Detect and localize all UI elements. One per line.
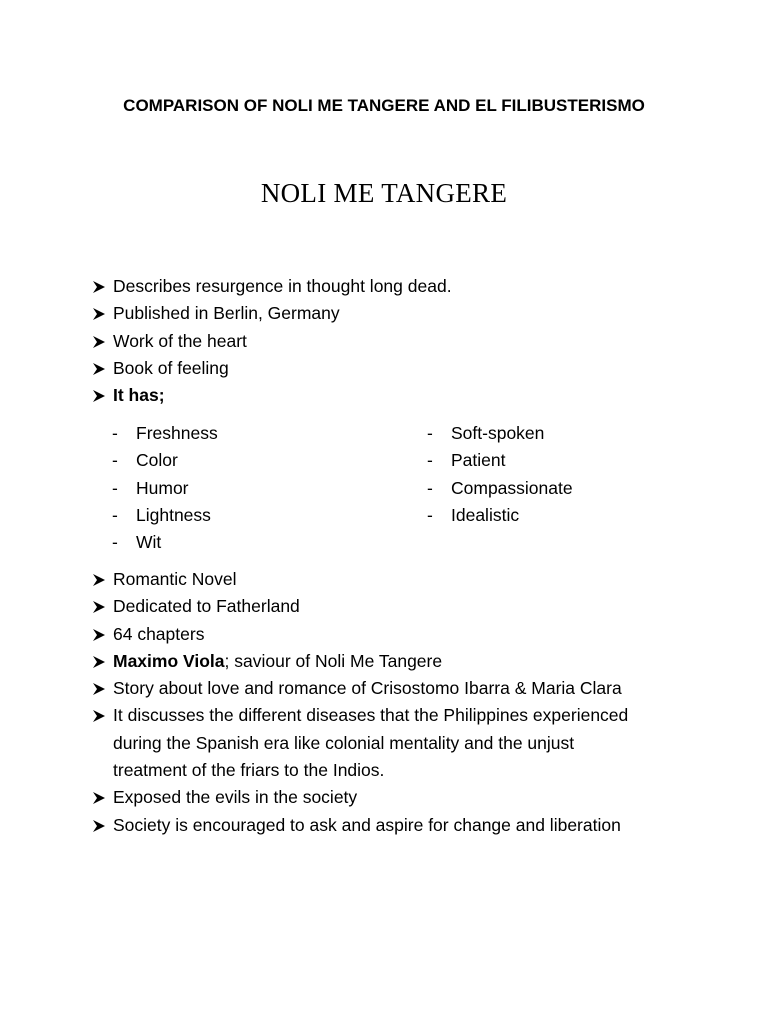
arrowhead-bullet-icon <box>92 819 106 833</box>
sub-list-item-text: Patient <box>451 450 506 471</box>
list-item-text: Describes resurgence in thought long dead. <box>113 276 452 296</box>
list-item-text-line: treatment of the friars to the Indios. <box>113 760 385 781</box>
list-item-text: Romantic Novel <box>113 569 237 589</box>
list-item <box>92 784 628 811</box>
sub-list-item-text: Soft-spoken <box>451 423 545 443</box>
arrowhead-bullet-icon <box>92 389 106 403</box>
document-title: COMPARISON OF NOLI ME TANGERE AND EL FILIBUSTERISMO <box>123 96 645 115</box>
list-item <box>92 621 628 648</box>
list-item-text: Story about love and romance of Crisostomo Ibarra & Maria Clara <box>113 678 622 699</box>
sub-list-item <box>427 502 573 529</box>
top-bullet-list <box>92 273 452 409</box>
list-item-text: Book of feeling <box>113 357 229 378</box>
list-item <box>92 675 628 702</box>
arrowhead-bullet-icon <box>92 655 106 669</box>
sub-list-item <box>112 475 218 502</box>
sub-list-item-text: Idealistic <box>451 504 520 525</box>
sub-list-item <box>427 420 573 447</box>
arrowhead-bullet-icon <box>92 709 106 723</box>
section-title: NOLI ME TANGERE <box>260 178 508 208</box>
dash-bullet: - <box>427 477 433 498</box>
list-item <box>92 593 628 620</box>
arrowhead-bullet-icon <box>92 628 106 642</box>
dash-bullet: - <box>112 504 118 525</box>
dash-bullet: - <box>112 450 118 471</box>
dash-bullet: - <box>427 504 433 525</box>
sub-list-item-text: Freshness <box>136 423 218 443</box>
it-has-right-list <box>427 420 573 529</box>
list-item-text: Dedicated to Fatherland <box>113 596 300 617</box>
list-item-text: Society is encouraged to ask and aspire for change and liberation <box>113 814 621 835</box>
list-item <box>92 355 452 382</box>
sub-list-item <box>427 447 573 474</box>
sub-list-item <box>427 475 573 502</box>
sub-list-item-text: Humor <box>136 477 189 498</box>
list-item <box>92 648 628 675</box>
arrowhead-bullet-icon <box>92 307 106 321</box>
arrowhead-bullet-icon <box>92 682 106 696</box>
arrowhead-bullet-icon <box>92 600 106 614</box>
bottom-bullet-list <box>92 566 628 839</box>
list-item <box>92 300 452 327</box>
arrowhead-bullet-icon <box>92 335 106 349</box>
dash-bullet: - <box>112 532 118 553</box>
list-item-bold-text: Maximo Viola <box>113 650 225 671</box>
list-item <box>92 566 628 593</box>
list-item-text: Published in Berlin, Germany <box>113 303 340 324</box>
sub-list-item-text: Color <box>136 450 178 471</box>
list-item-text-line: It discusses the different diseases that the Philippines experienced <box>113 705 629 726</box>
list-item <box>92 702 628 784</box>
list-item <box>92 382 452 409</box>
it-has-left-list <box>112 420 218 556</box>
sub-list-item-text: Compassionate <box>451 477 573 498</box>
list-item-text: Work of the heart <box>113 330 247 351</box>
list-item <box>92 812 628 839</box>
sub-list-item <box>112 447 218 474</box>
sub-list-item <box>112 529 218 556</box>
sub-list-item <box>112 420 218 447</box>
dash-bullet: - <box>112 423 118 443</box>
arrowhead-bullet-icon <box>92 791 106 805</box>
list-item-text: 64 chapters <box>113 623 205 644</box>
dash-bullet: - <box>112 477 118 498</box>
list-item <box>92 328 452 355</box>
sub-list-item-text: Lightness <box>136 504 211 525</box>
arrowhead-bullet-icon <box>92 362 106 376</box>
list-item-text-line: during the Spanish era like colonial mentality and the unjust <box>113 732 575 753</box>
arrowhead-bullet-icon <box>92 280 106 294</box>
dash-bullet: - <box>427 450 433 471</box>
sub-list-item <box>112 502 218 529</box>
arrowhead-bullet-icon <box>92 573 106 587</box>
list-item-text: ; saviour of Noli Me Tangere <box>224 650 443 671</box>
list-item <box>92 273 452 300</box>
dash-bullet: - <box>427 423 433 443</box>
sub-list-item-text: Wit <box>136 532 162 553</box>
list-item-text: It has; <box>113 385 165 406</box>
list-item-text: Exposed the evils in the society <box>113 787 358 808</box>
